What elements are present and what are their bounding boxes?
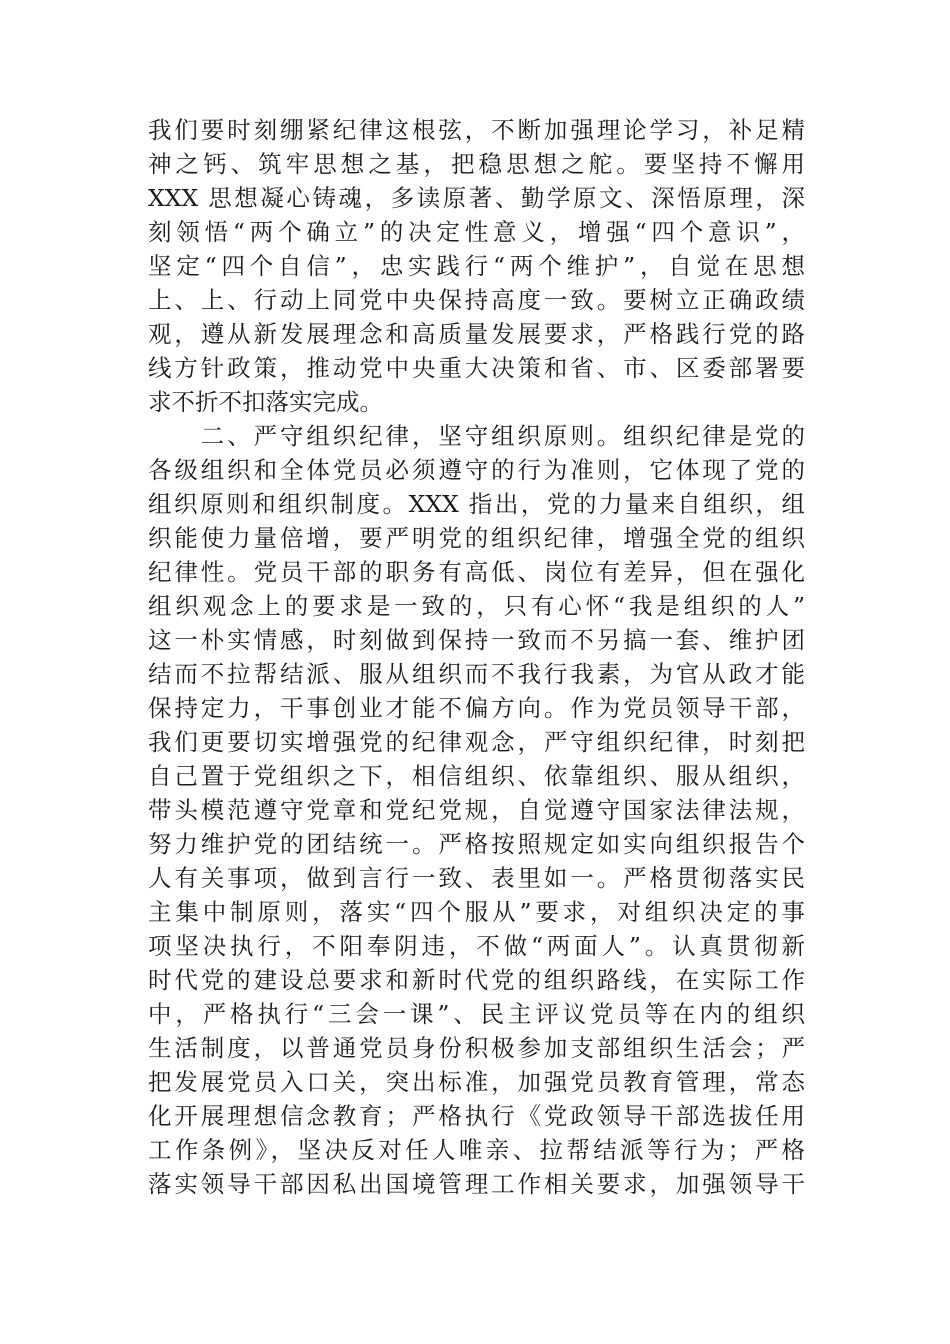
text-line: 化开展理想信念教育；严格执行《党政领导干部选拔任用 [148, 1102, 805, 1130]
body-text [148, 113, 805, 1201]
text-line: 坚定“四个自信”，忠实践行“两个维护”，自觉在思想 [148, 252, 805, 280]
text-line: 项坚决执行，不阳奉阴违，不做“两面人”。认真贯彻新 [148, 932, 805, 960]
text-line: 努力维护党的团结统一。严格按照规定如实向组织报告个 [148, 830, 805, 858]
text-line: 我们更要切实增强党的纪律观念，严守组织纪律，时刻把 [148, 728, 805, 756]
text-line: 组织观念上的要求是一致的，只有心怀“我是组织的人” [148, 592, 805, 620]
text-line: 观，遵从新发展理念和高质量发展要求，严格践行党的路 [148, 320, 805, 348]
text-line: 生活制度，以普通党员身份积极参加支部组织生活会；严 [148, 1034, 805, 1062]
text-line: 主集中制原则，落实“四个服从”要求，对组织决定的事 [148, 898, 805, 926]
text-line: 结而不拉帮结派、服从组织而不我行我素，为官从政才能 [148, 660, 805, 688]
text-line: 我们要时刻绷紧纪律这根弦，不断加强理论学习，补足精 [148, 116, 805, 144]
paragraph-end-line: 求不折不扣落实完成。 [148, 388, 383, 416]
text-line: 中，严格执行“三会一课”、民主评议党员等在内的组织 [148, 1000, 805, 1028]
text-line: 线方针政策，推动党中央重大决策和省、市、区委部署要 [148, 354, 805, 382]
text-line: XXX 思想凝心铸魂，多读原著、勤学原文、深悟原理，深 [148, 184, 805, 212]
text-line: 各级组织和全体党员必须遵守的行为准则，它体现了党的 [148, 456, 805, 484]
text-line: 这一朴实情感，时刻做到保持一致而不另搞一套、维护团 [148, 626, 805, 654]
text-line: 纪律性。党员干部的职务有高低、岗位有差异，但在强化 [148, 558, 805, 586]
text-line: 刻领悟“两个确立”的决定性意义，增强“四个意识”， [148, 218, 805, 246]
text-line: 工作条例》，坚决反对任人唯亲、拉帮结派等行为；严格 [148, 1136, 805, 1164]
section-heading-line: 二、严守组织纪律，坚守组织原则。组织纪律是党的 [148, 422, 805, 450]
text-line: 落实领导干部因私出国境管理工作相关要求，加强领导干 [148, 1170, 805, 1198]
text-line: 织能使力量倍增，要严明党的组织纪律，增强全党的组织 [148, 524, 805, 552]
text-line: 把发展党员入口关，突出标准，加强党员教育管理，常态 [148, 1068, 805, 1096]
text-line: 上、上、行动上同党中央保持高度一致。要树立正确政绩 [148, 286, 805, 314]
text-line: 带头模范遵守党章和党纪党规，自觉遵守国家法律法规， [148, 796, 805, 824]
text-line: 人有关事项，做到言行一致、表里如一。严格贯彻落实民 [148, 864, 805, 892]
text-line: 自己置于党组织之下，相信组织、依靠组织、服从组织， [148, 762, 805, 790]
text-line: 时代党的建设总要求和新时代党的组织路线，在实际工作 [148, 966, 805, 994]
text-line: 组织原则和组织制度。XXX 指出，党的力量来自组织，组 [148, 490, 805, 518]
text-line: 神之钙、筑牢思想之基，把稳思想之舵。要坚持不懈用 [148, 150, 805, 178]
text-line: 保持定力，干事创业才能不偏方向。作为党员领导干部， [148, 694, 805, 722]
